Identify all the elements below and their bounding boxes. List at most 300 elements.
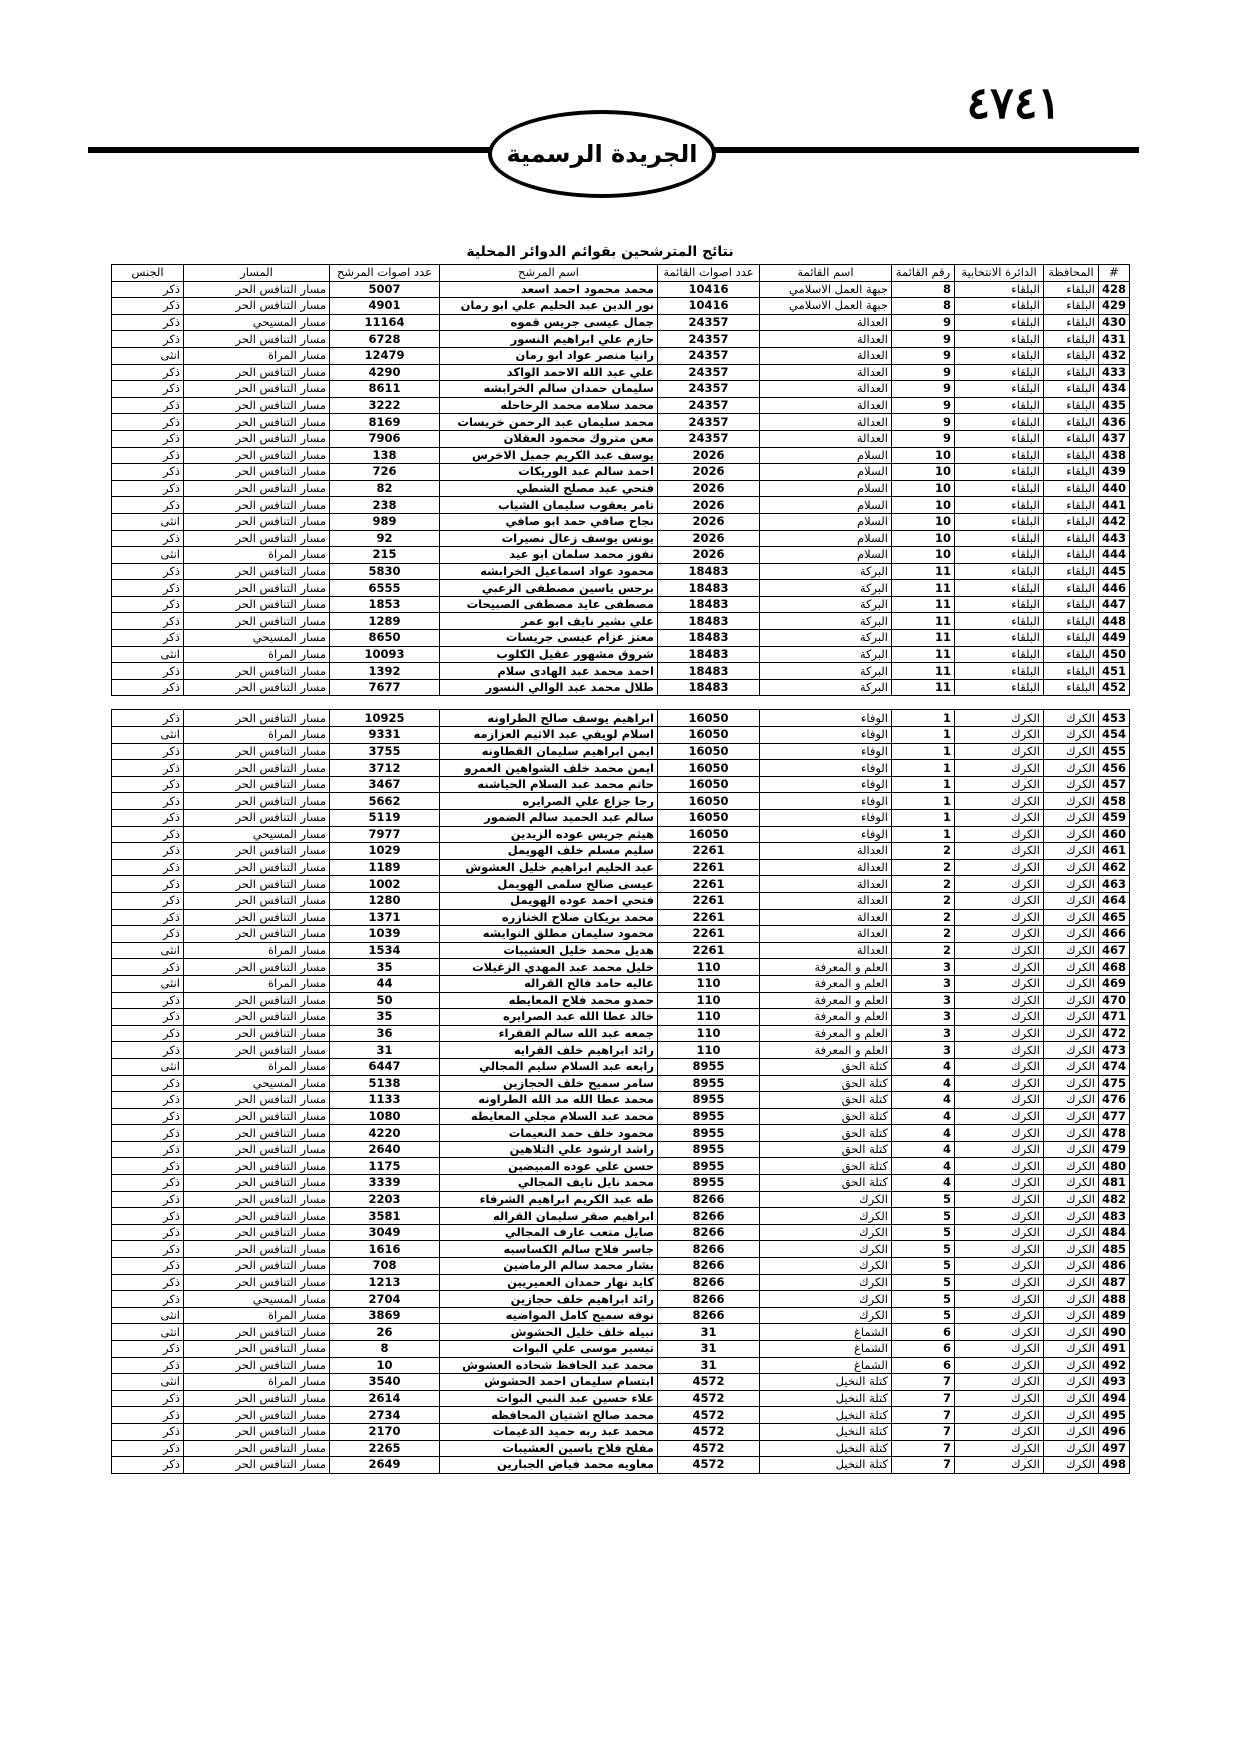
row-number: 446 <box>1099 580 1130 597</box>
governorate-cell: البلقاء <box>1044 480 1099 497</box>
list-name-cell: العدالة <box>760 876 892 893</box>
row-number: 448 <box>1099 613 1130 630</box>
candidate-name-cell: رائد ابراهيم خلف حجازين <box>440 1291 658 1308</box>
row-number: 428 <box>1099 281 1130 298</box>
list-number-cell: 11 <box>892 679 955 696</box>
track-cell: مسار التنافس الحر <box>184 1208 330 1225</box>
table-row <box>112 331 1130 348</box>
governorate-cell: الكرك <box>1044 710 1099 727</box>
list-votes-cell: 10416 <box>658 298 760 315</box>
track-cell: مسار التنافس الحر <box>184 1009 330 1026</box>
list-number-cell: 9 <box>892 314 955 331</box>
list-name-cell: العدالة <box>760 892 892 909</box>
track-cell: مسار المسيحي <box>184 314 330 331</box>
page-number: ٤٧٤١ <box>966 78 1061 129</box>
list-votes-cell: 18483 <box>658 613 760 630</box>
table-row <box>112 547 1130 564</box>
governorate-cell: البلقاء <box>1044 646 1099 663</box>
track-cell: مسار المراة <box>184 347 330 364</box>
candidate-name-cell: احمد محمد عبد الهادى سلام <box>440 663 658 680</box>
row-number: 474 <box>1099 1058 1130 1075</box>
list-name-cell: السلام <box>760 464 892 481</box>
list-votes-cell: 18483 <box>658 563 760 580</box>
row-number: 491 <box>1099 1341 1130 1358</box>
list-name-cell: الكرك <box>760 1291 892 1308</box>
gender-cell: انثى <box>112 1374 184 1391</box>
list-number-cell: 5 <box>892 1191 955 1208</box>
row-number: 481 <box>1099 1175 1130 1192</box>
table-row <box>112 1390 1130 1407</box>
candidate-name-cell: نجاح صافي حمد ابو صافي <box>440 513 658 530</box>
district-cell: الكرك <box>955 892 1044 909</box>
governorate-cell: الكرك <box>1044 1457 1099 1474</box>
list-name-cell: السلام <box>760 497 892 514</box>
governorate-cell: البلقاء <box>1044 464 1099 481</box>
row-number: 431 <box>1099 331 1130 348</box>
candidate-votes-cell: 1371 <box>330 909 440 926</box>
district-cell: البلقاء <box>955 513 1044 530</box>
candidate-name-cell: كايد نهار حمدان العميريين <box>440 1274 658 1291</box>
table-row <box>112 1075 1130 1092</box>
table-title: نتائج المترشحين بقوائم الدوائر المحلية <box>466 244 734 260</box>
candidate-votes-cell: 1039 <box>330 926 440 943</box>
list-votes-cell: 18483 <box>658 630 760 647</box>
governorate-cell: البلقاء <box>1044 679 1099 696</box>
table-row <box>112 1374 1130 1391</box>
track-cell: مسار التنافس الحر <box>184 843 330 860</box>
track-cell: مسار المسيحي <box>184 1291 330 1308</box>
gender-cell: ذكر <box>112 331 184 348</box>
table-row <box>112 580 1130 597</box>
track-cell: مسار التنافس الحر <box>184 859 330 876</box>
section-separator <box>112 696 1130 710</box>
governorate-cell: الكرك <box>1044 1374 1099 1391</box>
district-cell: الكرك <box>955 1341 1044 1358</box>
list-name-cell: الوفاء <box>760 743 892 760</box>
list-votes-cell: 8266 <box>658 1208 760 1225</box>
district-cell: الكرك <box>955 793 1044 810</box>
governorate-cell: البلقاء <box>1044 513 1099 530</box>
governorate-cell: الكرك <box>1044 926 1099 943</box>
candidate-votes-cell: 1080 <box>330 1108 440 1125</box>
row-number: 459 <box>1099 810 1130 827</box>
list-number-cell: 6 <box>892 1341 955 1358</box>
governorate-cell: الكرك <box>1044 826 1099 843</box>
candidate-name-cell: رانيا منصر عواد ابو رمان <box>440 347 658 364</box>
list-name-cell: الكرك <box>760 1241 892 1258</box>
table-row <box>112 1125 1130 1142</box>
gender-cell: ذكر <box>112 663 184 680</box>
row-number: 447 <box>1099 596 1130 613</box>
track-cell: مسار التنافس الحر <box>184 464 330 481</box>
list-name-cell: البركة <box>760 613 892 630</box>
district-cell: البلقاء <box>955 347 1044 364</box>
district-cell: الكرك <box>955 1407 1044 1424</box>
district-cell: البلقاء <box>955 497 1044 514</box>
row-number: 439 <box>1099 464 1130 481</box>
candidate-votes-cell: 1213 <box>330 1274 440 1291</box>
district-cell: الكرك <box>955 1357 1044 1374</box>
col-header-number: # <box>1099 265 1130 282</box>
governorate-cell: الكرك <box>1044 1324 1099 1341</box>
table-row <box>112 314 1130 331</box>
governorate-cell: البلقاء <box>1044 580 1099 597</box>
row-number: 438 <box>1099 447 1130 464</box>
table-row <box>112 513 1130 530</box>
gender-cell: ذكر <box>112 1390 184 1407</box>
governorate-cell: الكرك <box>1044 1058 1099 1075</box>
list-number-cell: 1 <box>892 826 955 843</box>
candidate-votes-cell: 10925 <box>330 710 440 727</box>
district-cell: البلقاء <box>955 563 1044 580</box>
row-number: 497 <box>1099 1440 1130 1457</box>
candidate-name-cell: يوسف عبد الكريم جميل الاخرس <box>440 447 658 464</box>
governorate-cell: الكرك <box>1044 1125 1099 1142</box>
governorate-cell: البلقاء <box>1044 530 1099 547</box>
district-cell: الكرك <box>955 1324 1044 1341</box>
district-cell: الكرك <box>955 1258 1044 1275</box>
candidate-votes-cell: 82 <box>330 480 440 497</box>
gender-cell: ذكر <box>112 430 184 447</box>
track-cell: مسار التنافس الحر <box>184 679 330 696</box>
gender-cell: ذكر <box>112 1241 184 1258</box>
candidate-votes-cell: 36 <box>330 1025 440 1042</box>
gender-cell: ذكر <box>112 1025 184 1042</box>
track-cell: مسار التنافس الحر <box>184 1191 330 1208</box>
track-cell: مسار المراة <box>184 942 330 959</box>
candidate-name-cell: معتز عزام عيسى جريسات <box>440 630 658 647</box>
candidate-votes-cell: 6447 <box>330 1058 440 1075</box>
track-cell: مسار التنافس الحر <box>184 1357 330 1374</box>
list-name-cell: العلم و المعرفة <box>760 1042 892 1059</box>
list-number-cell: 7 <box>892 1390 955 1407</box>
candidate-votes-cell: 1280 <box>330 892 440 909</box>
list-number-cell: 4 <box>892 1158 955 1175</box>
district-cell: الكرك <box>955 727 1044 744</box>
governorate-cell: الكرك <box>1044 1175 1099 1192</box>
gender-cell: ذكر <box>112 1092 184 1109</box>
list-number-cell: 10 <box>892 464 955 481</box>
district-cell: الكرك <box>955 1390 1044 1407</box>
list-name-cell: البركة <box>760 580 892 597</box>
governorate-cell: الكرك <box>1044 1307 1099 1324</box>
gender-cell: ذكر <box>112 679 184 696</box>
gender-cell: ذكر <box>112 1457 184 1474</box>
candidate-name-cell: راشد ارشود علي التلاهين <box>440 1141 658 1158</box>
district-cell: الكرك <box>955 1025 1044 1042</box>
candidate-name-cell: جمال عيسى جريس قموه <box>440 314 658 331</box>
row-number: 464 <box>1099 892 1130 909</box>
district-cell: الكرك <box>955 1058 1044 1075</box>
candidate-name-cell: نبيله خلف خليل الحشوش <box>440 1324 658 1341</box>
list-name-cell: العدالة <box>760 926 892 943</box>
gender-cell: انثى <box>112 513 184 530</box>
candidate-name-cell: صايل متعب عارف المجالي <box>440 1224 658 1241</box>
row-number: 456 <box>1099 760 1130 777</box>
candidate-votes-cell: 2614 <box>330 1390 440 1407</box>
results-table <box>111 264 1130 1474</box>
list-votes-cell: 8955 <box>658 1175 760 1192</box>
candidate-votes-cell: 3755 <box>330 743 440 760</box>
district-cell: الكرك <box>955 810 1044 827</box>
candidate-name-cell: محمد صالح اشتيان المحافظه <box>440 1407 658 1424</box>
candidate-name-cell: محمد سليمان عبد الرحمن خريسات <box>440 414 658 431</box>
table-row <box>112 710 1130 727</box>
list-votes-cell: 2261 <box>658 859 760 876</box>
list-name-cell: العدالة <box>760 347 892 364</box>
track-cell: مسار التنافس الحر <box>184 1175 330 1192</box>
table-row <box>112 826 1130 843</box>
governorate-cell: الكرك <box>1044 776 1099 793</box>
table-row <box>112 942 1130 959</box>
row-number: 451 <box>1099 663 1130 680</box>
row-number: 483 <box>1099 1208 1130 1225</box>
list-number-cell: 2 <box>892 859 955 876</box>
list-votes-cell: 8955 <box>658 1108 760 1125</box>
district-cell: الكرك <box>955 1042 1044 1059</box>
list-name-cell: البركة <box>760 679 892 696</box>
header-row <box>112 265 1130 282</box>
list-votes-cell: 16050 <box>658 810 760 827</box>
track-cell: مسار المراة <box>184 975 330 992</box>
table-row <box>112 414 1130 431</box>
district-cell: الكرك <box>955 1457 1044 1474</box>
governorate-cell: الكرك <box>1044 1075 1099 1092</box>
list-votes-cell: 24357 <box>658 314 760 331</box>
district-cell: البلقاء <box>955 314 1044 331</box>
governorate-cell: الكرك <box>1044 1241 1099 1258</box>
row-number: 457 <box>1099 776 1130 793</box>
list-votes-cell: 2026 <box>658 513 760 530</box>
list-votes-cell: 4572 <box>658 1423 760 1440</box>
list-votes-cell: 110 <box>658 975 760 992</box>
governorate-cell: الكرك <box>1044 1274 1099 1291</box>
table-row <box>112 1440 1130 1457</box>
candidate-votes-cell: 3712 <box>330 760 440 777</box>
list-name-cell: البركة <box>760 663 892 680</box>
list-number-cell: 5 <box>892 1307 955 1324</box>
district-cell: الكرك <box>955 1208 1044 1225</box>
table-row <box>112 909 1130 926</box>
candidate-votes-cell: 7677 <box>330 679 440 696</box>
list-name-cell: العلم و المعرفة <box>760 959 892 976</box>
row-number: 484 <box>1099 1224 1130 1241</box>
table-row <box>112 1258 1130 1275</box>
row-number: 449 <box>1099 630 1130 647</box>
list-number-cell: 10 <box>892 497 955 514</box>
governorate-cell: الكرك <box>1044 1407 1099 1424</box>
row-number: 476 <box>1099 1092 1130 1109</box>
list-votes-cell: 24357 <box>658 381 760 398</box>
row-number: 466 <box>1099 926 1130 943</box>
district-cell: البلقاء <box>955 646 1044 663</box>
district-cell: البلقاء <box>955 430 1044 447</box>
governorate-cell: البلقاء <box>1044 331 1099 348</box>
list-number-cell: 10 <box>892 530 955 547</box>
candidate-votes-cell: 1392 <box>330 663 440 680</box>
district-cell: الكرك <box>955 876 1044 893</box>
governorate-cell: الكرك <box>1044 1357 1099 1374</box>
candidate-votes-cell: 2170 <box>330 1423 440 1440</box>
row-number: 486 <box>1099 1258 1130 1275</box>
list-votes-cell: 8955 <box>658 1058 760 1075</box>
candidate-name-cell: تامر يعقوب سليمان الشياب <box>440 497 658 514</box>
track-cell: مسار التنافس الحر <box>184 876 330 893</box>
candidate-votes-cell: 12479 <box>330 347 440 364</box>
row-number: 494 <box>1099 1390 1130 1407</box>
list-name-cell: كتلة الحق <box>760 1092 892 1109</box>
candidate-name-cell: خالد عطا الله عبد الصرايره <box>440 1009 658 1026</box>
table-row <box>112 810 1130 827</box>
list-votes-cell: 16050 <box>658 710 760 727</box>
candidate-votes-cell: 92 <box>330 530 440 547</box>
candidate-name-cell: اسلام لويفي عبد الاثيم العزازمه <box>440 727 658 744</box>
list-name-cell: جبهة العمل الاسلامي <box>760 281 892 298</box>
gender-cell: ذكر <box>112 1291 184 1308</box>
row-number: 489 <box>1099 1307 1130 1324</box>
district-cell: الكرك <box>955 1274 1044 1291</box>
district-cell: الكرك <box>955 1092 1044 1109</box>
track-cell: مسار التنافس الحر <box>184 281 330 298</box>
track-cell: مسار التنافس الحر <box>184 1125 330 1142</box>
governorate-cell: الكرك <box>1044 760 1099 777</box>
list-votes-cell: 8266 <box>658 1241 760 1258</box>
track-cell: مسار التنافس الحر <box>184 1141 330 1158</box>
table-row <box>112 1042 1130 1059</box>
list-number-cell: 9 <box>892 347 955 364</box>
table-row <box>112 892 1130 909</box>
track-cell: مسار التنافس الحر <box>184 613 330 630</box>
list-number-cell: 9 <box>892 331 955 348</box>
row-number: 430 <box>1099 314 1130 331</box>
table-row <box>112 447 1130 464</box>
governorate-cell: الكرك <box>1044 1042 1099 1059</box>
row-number: 487 <box>1099 1274 1130 1291</box>
table-row <box>112 1324 1130 1341</box>
list-name-cell: البركة <box>760 596 892 613</box>
list-number-cell: 4 <box>892 1175 955 1192</box>
district-cell: الكرك <box>955 1075 1044 1092</box>
row-number: 458 <box>1099 793 1130 810</box>
table-row <box>112 646 1130 663</box>
candidate-votes-cell: 26 <box>330 1324 440 1341</box>
list-name-cell: الوفاء <box>760 727 892 744</box>
candidate-name-cell: عاليه حامد فالح القراله <box>440 975 658 992</box>
candidate-name-cell: جاسر فلاح سالم الكساسبه <box>440 1241 658 1258</box>
district-cell: الكرك <box>955 826 1044 843</box>
table-row <box>112 1108 1130 1125</box>
col-header-district: الدائرة الانتخابية <box>955 265 1044 282</box>
gender-cell: ذكر <box>112 397 184 414</box>
list-number-cell: 9 <box>892 364 955 381</box>
row-number: 480 <box>1099 1158 1130 1175</box>
list-votes-cell: 110 <box>658 959 760 976</box>
candidate-votes-cell: 3581 <box>330 1208 440 1225</box>
candidate-votes-cell: 4901 <box>330 298 440 315</box>
gender-cell: ذكر <box>112 1125 184 1142</box>
list-votes-cell: 2261 <box>658 909 760 926</box>
list-name-cell: السلام <box>760 530 892 547</box>
list-votes-cell: 16050 <box>658 727 760 744</box>
gender-cell: ذكر <box>112 793 184 810</box>
candidate-name-cell: رائد ابراهيم خلف القرايه <box>440 1042 658 1059</box>
candidate-name-cell: طه عبد الكريم ابراهيم الشرفاء <box>440 1191 658 1208</box>
row-number: 485 <box>1099 1241 1130 1258</box>
candidate-name-cell: محمد محمود احمد اسعد <box>440 281 658 298</box>
list-name-cell: العدالة <box>760 414 892 431</box>
row-number: 440 <box>1099 480 1130 497</box>
list-name-cell: الكرك <box>760 1258 892 1275</box>
row-number: 460 <box>1099 826 1130 843</box>
table-row <box>112 298 1130 315</box>
table-row <box>112 563 1130 580</box>
table-row <box>112 776 1130 793</box>
track-cell: مسار التنافس الحر <box>184 710 330 727</box>
list-votes-cell: 2261 <box>658 892 760 909</box>
table-row <box>112 397 1130 414</box>
gender-cell: ذكر <box>112 859 184 876</box>
district-cell: الكرك <box>955 1291 1044 1308</box>
district-cell: الكرك <box>955 975 1044 992</box>
list-votes-cell: 18483 <box>658 679 760 696</box>
table-row <box>112 1175 1130 1192</box>
district-cell: الكرك <box>955 942 1044 959</box>
candidate-name-cell: ابتسام سليمان احمد الحشوش <box>440 1374 658 1391</box>
table-row <box>112 727 1130 744</box>
list-name-cell: كتلة الحق <box>760 1075 892 1092</box>
list-number-cell: 4 <box>892 1125 955 1142</box>
list-name-cell: العدالة <box>760 843 892 860</box>
governorate-cell: الكرك <box>1044 992 1099 1009</box>
list-votes-cell: 31 <box>658 1341 760 1358</box>
candidate-votes-cell: 3049 <box>330 1224 440 1241</box>
track-cell: مسار المسيحي <box>184 826 330 843</box>
district-cell: البلقاء <box>955 464 1044 481</box>
list-votes-cell: 2026 <box>658 547 760 564</box>
list-name-cell: العدالة <box>760 942 892 959</box>
list-number-cell: 5 <box>892 1274 955 1291</box>
candidate-votes-cell: 726 <box>330 464 440 481</box>
list-name-cell: كتلة الحق <box>760 1125 892 1142</box>
gender-cell: ذكر <box>112 298 184 315</box>
list-name-cell: الوفاء <box>760 760 892 777</box>
governorate-cell: الكرك <box>1044 892 1099 909</box>
gender-cell: ذكر <box>112 1009 184 1026</box>
list-name-cell: كتلة الحق <box>760 1175 892 1192</box>
governorate-cell: الكرك <box>1044 1158 1099 1175</box>
candidate-votes-cell: 5007 <box>330 281 440 298</box>
governorate-cell: الكرك <box>1044 959 1099 976</box>
district-cell: البلقاء <box>955 547 1044 564</box>
list-number-cell: 1 <box>892 793 955 810</box>
candidate-votes-cell: 10093 <box>330 646 440 663</box>
row-number: 467 <box>1099 942 1130 959</box>
separator-cell <box>112 696 1130 710</box>
list-name-cell: العدالة <box>760 331 892 348</box>
track-cell: مسار التنافس الحر <box>184 1423 330 1440</box>
row-number: 465 <box>1099 909 1130 926</box>
row-number: 434 <box>1099 381 1130 398</box>
table-row <box>112 1058 1130 1075</box>
table-row <box>112 859 1130 876</box>
candidate-votes-cell: 10 <box>330 1357 440 1374</box>
list-number-cell: 1 <box>892 710 955 727</box>
gender-cell: انثى <box>112 347 184 364</box>
district-cell: الكرك <box>955 1141 1044 1158</box>
governorate-cell: البلقاء <box>1044 497 1099 514</box>
list-votes-cell: 8266 <box>658 1274 760 1291</box>
track-cell: مسار التنافس الحر <box>184 430 330 447</box>
